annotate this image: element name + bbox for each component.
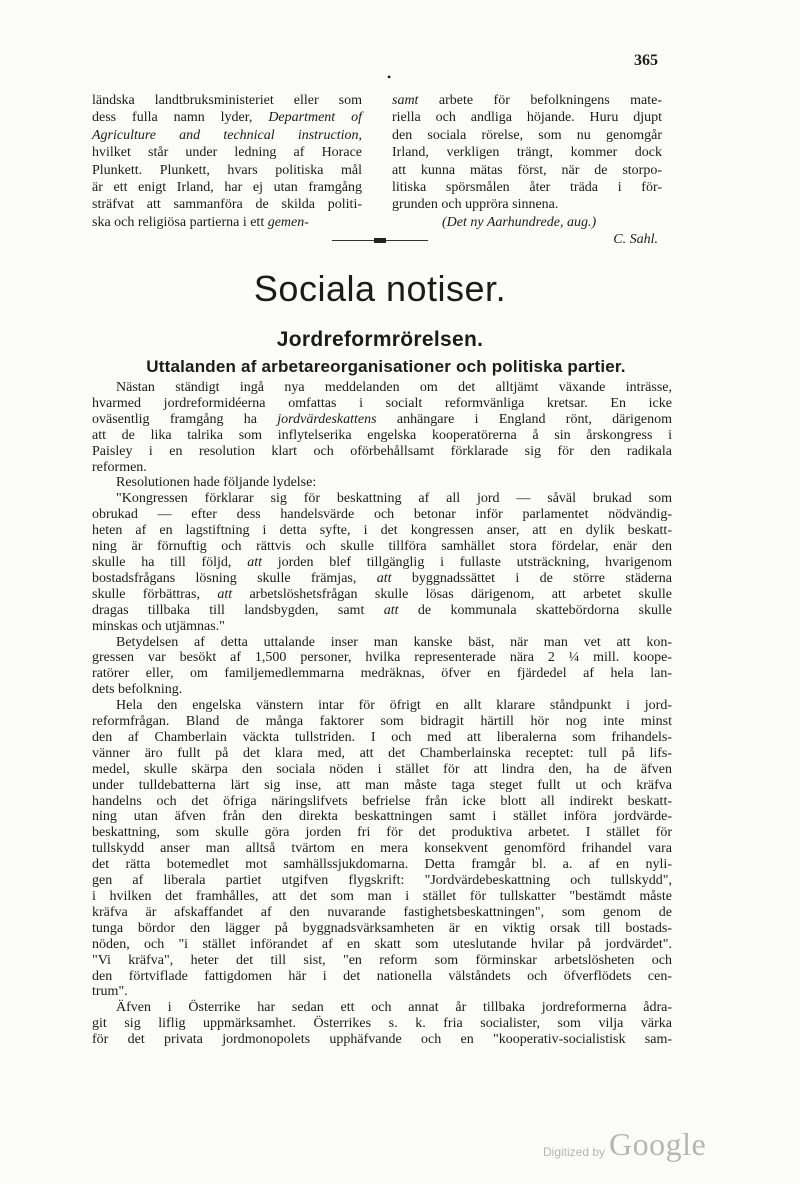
text-run: jorden blef tillgänglig i fullaste utsträckning, hvarigenom xyxy=(261,554,673,570)
text-run: dets befolkning. xyxy=(92,682,183,698)
text-run: litiska spörsmålen åter träda i för- xyxy=(392,180,662,196)
text-line xyxy=(92,603,672,619)
text-run: dess fulla namn lyder, xyxy=(92,110,269,126)
text-run: är ett enigt Irland, har ej utan framgång xyxy=(92,180,362,196)
text-run: Plunkett. Plunkett, hvars politiska mål xyxy=(92,162,362,178)
text-line xyxy=(92,794,672,810)
text-run: oväsentlig framgång ha xyxy=(92,411,278,427)
text-line xyxy=(92,619,672,635)
top-left-column xyxy=(92,92,362,231)
text-line xyxy=(92,380,672,396)
text-run: ning utan äfven från den direkta beskattningen samt i stället införa jordvärde- xyxy=(92,809,672,825)
text-line xyxy=(92,428,672,444)
text-line xyxy=(92,953,672,969)
text-run: Äfven i Österrike har sedan ett och annat år tillbaka jordreformerna ådra- xyxy=(116,1000,672,1016)
text-run: arbetslöshetsfrågan skulle lösas därigenom, att arbetet skulle xyxy=(232,586,672,602)
text-line xyxy=(92,635,672,651)
text-run: tullskydd anser man alltså tvärtom en mera konsekvent genomförd frihandel vara xyxy=(92,841,672,857)
section-title: Sociala notiser. xyxy=(253,268,507,309)
text-line xyxy=(92,666,672,682)
text-line xyxy=(92,555,672,571)
text-run: dragas tillbaka till landsbygden, samt xyxy=(92,602,384,618)
citation: (Det ny Aarhundrede, aug.) xyxy=(442,214,597,230)
text-line xyxy=(92,762,672,778)
text-line xyxy=(92,1016,672,1032)
text-line xyxy=(92,109,362,126)
text-run: riella och andliga höjande. Huru djupt xyxy=(392,110,662,126)
text-line xyxy=(92,937,672,953)
text-line xyxy=(92,162,362,179)
text-run: gemen- xyxy=(267,214,309,230)
text-line xyxy=(92,905,672,921)
text-run: sträfvat att sammanföra de skilda politi- xyxy=(92,197,362,213)
text-line xyxy=(92,841,672,857)
text-run: hvarmed jordreformidéerna omfattas i socialt reformvänliga kretsar. En icke xyxy=(92,395,672,411)
text-run: ländska landtbruksministeriet eller som xyxy=(92,93,362,108)
text-run: ska och religiösa partierna i ett xyxy=(92,214,268,230)
text-run: det rätta botemedlet mot samhällssjukdomarna. Detta framgår bl. a. af en nyli- xyxy=(92,857,672,873)
text-line xyxy=(92,857,672,873)
watermark-prefix: Digitized by xyxy=(543,1145,606,1159)
text-run: nöden, och "i stället införandet af en skatt som uteslutande hvilar på jordvärdet". xyxy=(92,936,672,952)
author: C. Sahl. xyxy=(613,232,658,248)
text-run: jordvärdeskattens xyxy=(277,411,377,427)
text-line xyxy=(92,682,672,698)
text-line xyxy=(392,196,662,213)
text-run: att xyxy=(247,554,262,570)
text-line xyxy=(392,92,662,109)
text-run: hvilket står under ledning af Horace xyxy=(92,145,362,161)
text-run: anhängare i England rönt, därigenom xyxy=(376,411,673,427)
text-run: "Kongressen förklarar sig för beskattning af all jord — såväl brukad som xyxy=(116,491,672,507)
text-line xyxy=(92,825,672,841)
text-line xyxy=(392,179,662,196)
text-run: obrukad — efter dess handelsvärde och betonar inför parlamentet nödvändig- xyxy=(92,507,672,523)
text-line xyxy=(92,650,672,666)
text-line xyxy=(92,179,362,196)
text-run: Department of xyxy=(268,110,363,126)
text-run: ning är förnuftig och rättvis och skulle tillföra samhället stora fördelar, enär den xyxy=(92,539,672,555)
text-run: handelns och det öfriga näringslifvets befrielse från icke blott all indirekt beskatt- xyxy=(92,793,672,809)
text-run: bostadsfrågans lösning skulle främjas, xyxy=(92,570,377,586)
text-run: grunden och uppröra sinnena. xyxy=(392,197,559,213)
text-line xyxy=(92,587,672,603)
text-line xyxy=(92,969,672,985)
text-run: Resolutionen hade följande lydelse: xyxy=(116,475,317,491)
text-run: att xyxy=(376,570,392,586)
text-run: reformen. xyxy=(92,459,147,475)
text-line xyxy=(92,460,672,476)
text-line xyxy=(92,921,672,937)
text-run: reformfrågan. Bland de många faktorer som bidragit härtill hör nog inte minst xyxy=(92,714,672,730)
text-run: den förtviflade fattigdomen här i det nationella välståndets och öfverflödets cen- xyxy=(92,968,672,984)
text-line xyxy=(92,1000,672,1016)
text-run: , xyxy=(358,127,362,143)
text-line xyxy=(92,444,672,460)
text-run: i hvilken det framhålles, att det som man i stället för tullskatter "bestämdt måste xyxy=(92,889,672,904)
text-run: för det privata jordmonopolets upphäfvande och en "kooperativ-socialistisk sam- xyxy=(92,1032,672,1048)
text-run: Nästan ständigt ingå nya meddelanden om det alltjämt växande inträsse, xyxy=(116,380,672,395)
text-run: Irland, verkligen trängt, kommer dock xyxy=(392,145,662,161)
text-run: skulle ha till följd, xyxy=(92,554,248,570)
text-line xyxy=(392,109,662,126)
text-run: vänner äro fullt på det klara med, att det Chamberlainska receptet: tull på lifs- xyxy=(92,745,672,761)
text-run: skulle förbättras, xyxy=(92,586,218,602)
text-line xyxy=(92,196,362,213)
text-line xyxy=(92,127,362,144)
article-title: Jordreformrörelsen. xyxy=(276,328,484,351)
text-run: att kunna mätas först, när de storpo- xyxy=(392,162,662,178)
text-run: heten af en lagstiftning i detta syfte, i det kongressen anser, att en dylik beskatt- xyxy=(92,523,672,539)
text-run: tunga bördor den lägger på byggnadsvärksamheten är en viktig orsak till bostads- xyxy=(92,920,672,936)
text-run: de kommunala skattebördorna skulle xyxy=(398,602,672,618)
google-logo: Google xyxy=(609,1126,707,1162)
text-line xyxy=(392,162,662,179)
top-right-column xyxy=(392,92,662,249)
text-line xyxy=(92,746,672,762)
text-run: medel, skulle skärpa den sociala nöden i stället för att lindra den, ha de äfven xyxy=(92,761,672,777)
text-run: ratörer eller, om familjemedlemmarna medräknas, öfver en fjärdedel af hela lan- xyxy=(92,666,672,682)
text-line xyxy=(92,396,672,412)
text-run: gressen var besökt af 1,500 personer, hvilka representerade nära 2 ¼ mill. koope- xyxy=(92,650,672,666)
section-divider xyxy=(332,235,428,245)
text-line xyxy=(92,491,672,507)
text-line xyxy=(92,475,672,491)
text-run: Paisley i en resolution klart och oförbehållsamt förklarade sig för den radikala xyxy=(92,443,672,459)
text-run: under tulldebatterna lärt sig inse, att man måste taga steget fullt ut och kräfva xyxy=(92,777,672,793)
text-line xyxy=(92,809,672,825)
text-run: kräfva är afskaffandet af den nuvarande fastighetsbeskattningen", som genom de xyxy=(92,904,672,920)
text-run: Betydelsen af detta uttalande inser man kanske bäst, när man vet att kon- xyxy=(116,634,672,650)
text-line xyxy=(92,778,672,794)
page-number: 365 xyxy=(634,52,658,69)
text-run: den sociala rörelse, som nu genomgår xyxy=(392,127,662,143)
text-run: git sig liflig uppmärksamhet. Österrikes s. k. fria socialister, som vilja värka xyxy=(92,1016,672,1032)
text-run: att xyxy=(383,602,399,618)
text-line xyxy=(92,214,362,231)
text-line xyxy=(92,714,672,730)
text-line xyxy=(92,507,672,523)
text-run: att de lika talrika som inflytelserika engelska kooperatörerna å sin årskongress i xyxy=(92,427,672,443)
text-run: byggnadssättet i de större städerna xyxy=(391,570,672,586)
text-run: "Vi kräfva", heter det till sist, "en reform som förminskar arbetslösheten och xyxy=(92,952,672,968)
article-subtitle: Uttalanden af arbetareorganisationer och politiska partier. xyxy=(146,357,626,376)
text-run: Hela den engelska vänstern intar för öfrigt en allt klarare ståndpunkt i jord- xyxy=(116,698,672,714)
text-line xyxy=(92,730,672,746)
text-line xyxy=(92,144,362,161)
text-line xyxy=(92,412,672,428)
text-run: gen af liberala partiet utgifven flygskrift: "Jordvärdebeskattning och tullskydd", xyxy=(92,873,672,889)
text-run: beskattning, som skulle göra jorden fri för det produktiva arbetet. I stället för xyxy=(92,825,672,841)
google-watermark xyxy=(543,1126,713,1166)
text-run: Agriculture and technical instruction xyxy=(92,127,359,143)
article-body xyxy=(92,380,672,1048)
page-dot: • xyxy=(387,70,392,84)
text-run: trum". xyxy=(92,984,128,1000)
text-run: minskas och utjämnas." xyxy=(92,618,225,634)
text-line xyxy=(92,1032,672,1048)
text-run: samt xyxy=(392,93,419,108)
text-line xyxy=(92,539,672,555)
text-line xyxy=(92,92,362,109)
text-line xyxy=(92,698,672,714)
text-line xyxy=(92,873,672,889)
text-line xyxy=(92,571,672,587)
text-line xyxy=(92,984,672,1000)
text-line xyxy=(392,127,662,144)
text-run: arbete för befolkningens mate- xyxy=(418,93,662,108)
text-run: den af Chamberlain väckta tullstriden. I och med att liberalerna som frihandels- xyxy=(92,729,672,745)
text-line xyxy=(92,523,672,539)
text-line xyxy=(392,144,662,161)
text-run: att xyxy=(217,586,233,602)
text-line xyxy=(92,889,672,905)
